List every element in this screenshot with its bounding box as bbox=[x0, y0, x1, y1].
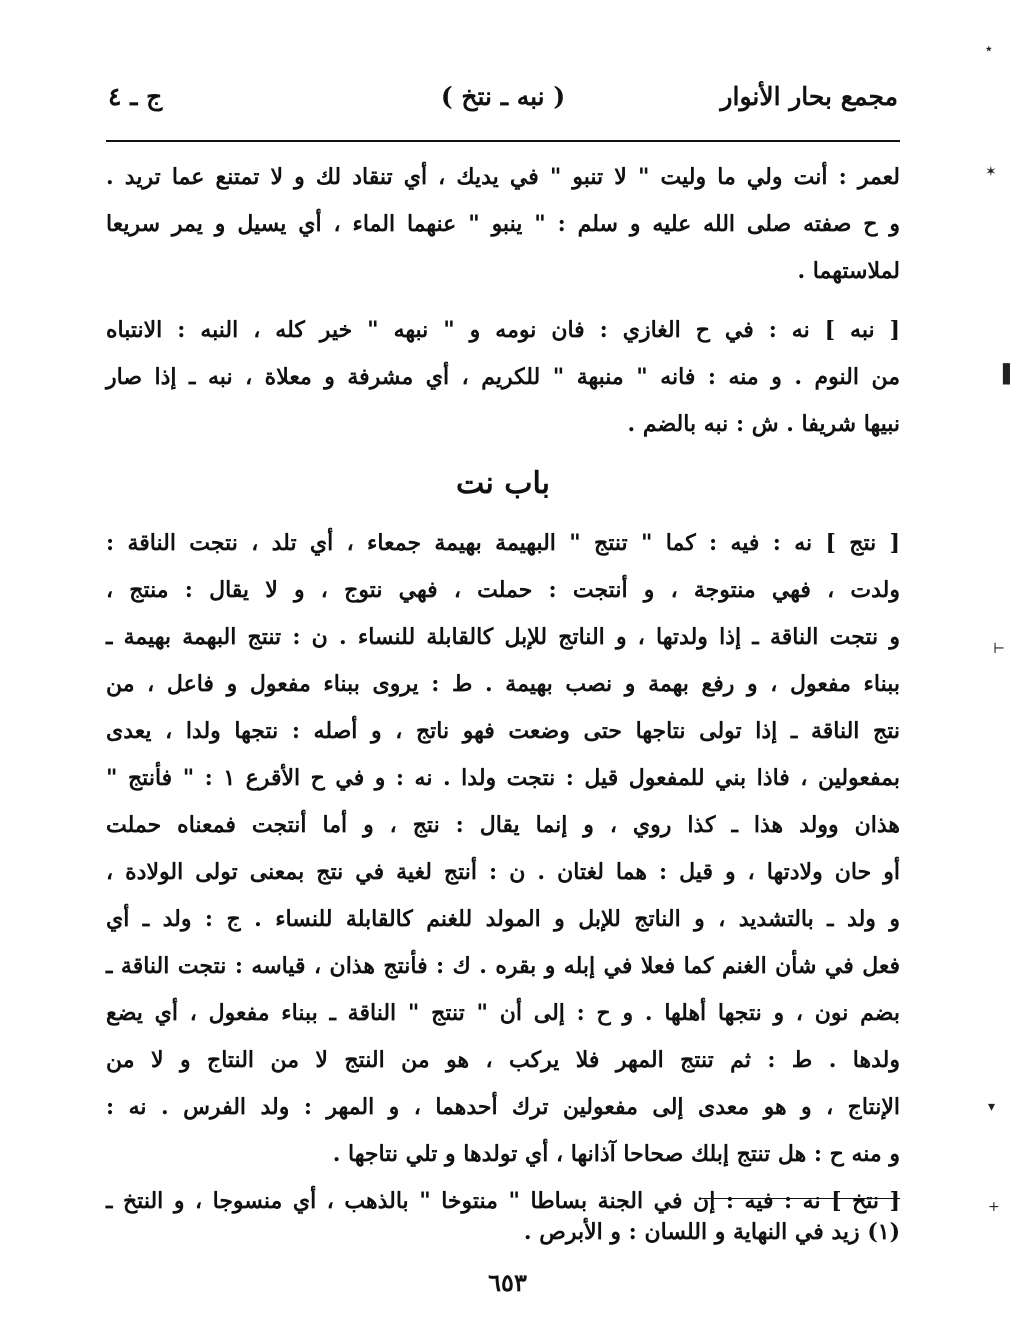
text-line: لعمر : أنت ولي ما وليت " لا تنبو " في يديك ، أي تنقاد لك و لا تمتنع عما تريد . bbox=[106, 164, 900, 190]
footnote: (١) زيد في النهاية و اللسان : و الأبرص . bbox=[523, 1219, 900, 1245]
text-line: و منه ح : هل تنتج إبلك صحاحا آذانها ، أي تولدها و تلي نتاجها . bbox=[332, 1141, 900, 1167]
text-line: من النوم . و منه : فانه " منبهة " للكريم ، أي مشرفة و معلاة ، نبه ـ إذا صار bbox=[106, 364, 900, 390]
header-entry-range: ( نبه ـ نتخ ) bbox=[440, 82, 566, 111]
margin-mark: ✶ bbox=[985, 164, 997, 180]
text-line: الإنتاج ، و هو معدى إلى مفعولين ترك أحدهما ، و المهر : ولد الفرس . نه : bbox=[106, 1094, 900, 1120]
margin-mark: + bbox=[988, 1199, 1000, 1215]
text-line: ببناء مفعول ، و رفع بهمة و نصب بهيمة . ط : يروى ببناء مفعول و فاعل ، من bbox=[106, 671, 900, 697]
header-volume: ج ـ ٤ bbox=[108, 82, 163, 111]
text-line: و ولد ـ بالتشديد ، و الناتج للإبل و المولد للغنم كالقابلة للنساء . ج : ولد ـ أي bbox=[106, 906, 900, 932]
text-line: لملاستهما . bbox=[797, 258, 900, 284]
running-header bbox=[108, 82, 898, 122]
margin-mark: ⊢ bbox=[993, 641, 1006, 657]
margin-mark: ٭ bbox=[985, 41, 993, 57]
header-book-title: مجمع بحار الأنوار bbox=[720, 82, 898, 111]
text-line: [ نبه ] نه : في ح الغازي : فان نومه و " نبهه " خير كله ، النبه : الانتباه bbox=[106, 317, 900, 343]
text-line: ولدها . ط : ثم تنتج المهر فلا يركب ، هو من النتج لا من النتاج و لا من bbox=[106, 1047, 900, 1073]
text-line: بضم نون ، و نتجها أهلها . و ح : إلى أن " تنتج " الناقة ـ ببناء مفعول ، أي يضع bbox=[106, 1000, 900, 1026]
header-rule bbox=[106, 140, 900, 142]
text-line: [ نتخ ] نه : فيه : إن في الجنة بساطا " منتوخا " بالذهب ، أي منسوجا ، و النتخ ـ bbox=[106, 1188, 900, 1214]
text-line: و نتجت الناقة ـ إذا ولدتها ، و الناتج للإبل كالقابلة للنساء . ن : تنتج البهمة بهيمة ـ bbox=[106, 624, 900, 650]
text-line: فعل في شأن الغنم كما فعلا في إبله و بقره . ك : فأنتج هذان ، قياسه : نتجت الناقة ـ bbox=[106, 953, 900, 979]
margin-mark: ▌ bbox=[1003, 364, 1017, 385]
margin-mark: ▾ bbox=[988, 1099, 996, 1115]
text-line: هذان وولد هذا ـ كذا روي ، و إنما يقال : نتج ، و أما أنتجت فمعناه حملت bbox=[106, 812, 900, 838]
text-line: [ نتج ] نه : فيه : كما " تنتج " البهيمة بهيمة جمعاء ، أي تلد ، نتجت الناقة : bbox=[106, 530, 900, 556]
text-line: بمفعولين ، فاذا بني للمفعول قيل : نتجت ولدا . نه : و في ح الأقرع ١ : " فأنتج " bbox=[106, 765, 900, 791]
text-line: أو حان ولادتها ، و قيل : هما لغتان . ن : أنتج لغية في نتج بمعنى تولى الولادة ، bbox=[106, 859, 900, 885]
footnote-rule bbox=[700, 1198, 900, 1199]
text-line: ولدت ، فهي منتوجة ، و أنتجت : حملت ، فهي نتوج ، و لا يقال : منتج ، bbox=[106, 577, 900, 603]
text-line: نتج الناقة ـ إذا تولى نتاجها حتى وضعت فهو ناتج ، و أصله : نتجها ولدا ، يعدى bbox=[106, 718, 900, 744]
section-heading: باب نت bbox=[456, 466, 550, 501]
text-line: و ح صفته صلى الله عليه و سلم : " ينبو " عنهما الماء ، أي يسيل و يمر سريعا bbox=[106, 211, 900, 237]
text-line: نبيها شريفا . ش : نبه بالضم . bbox=[627, 411, 900, 437]
main-text bbox=[106, 154, 900, 1225]
page-number: ٦٥٣ bbox=[488, 1268, 527, 1297]
